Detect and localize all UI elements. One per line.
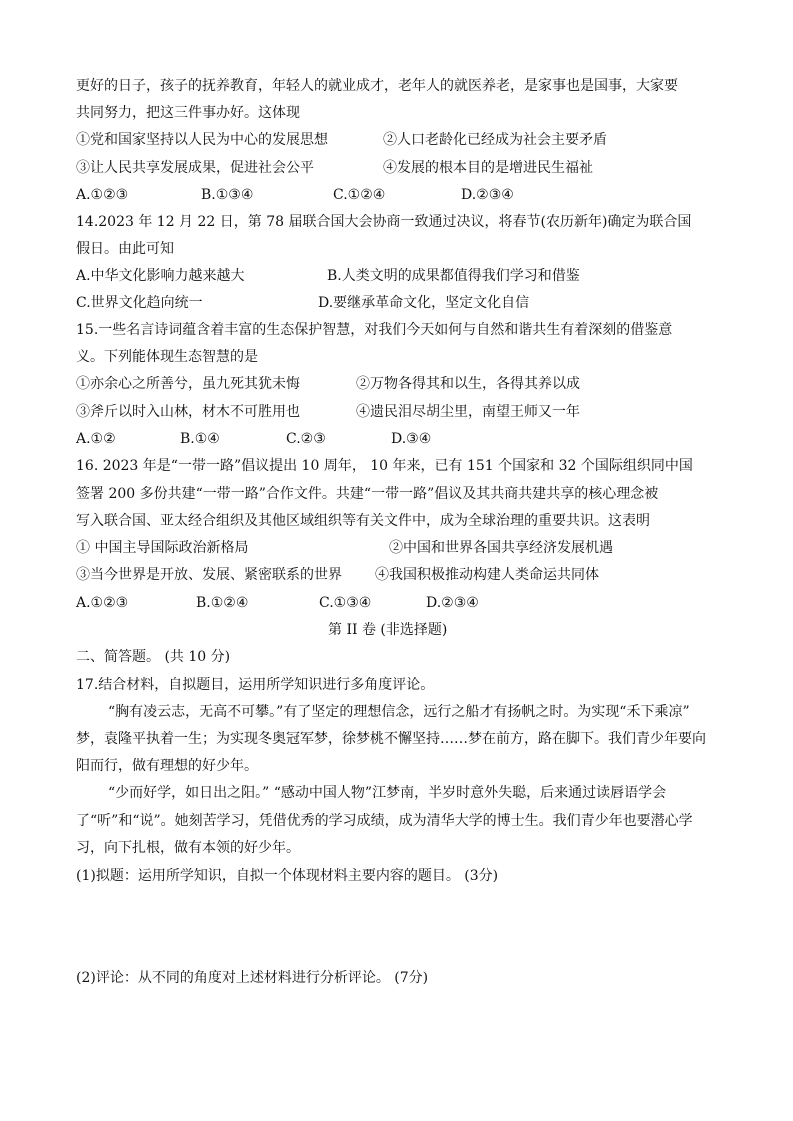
q15-statement-4: ④遗民泪尽胡尘里，南望王师又一年 — [356, 404, 580, 420]
q15-statement-1: ①亦余心之所善兮，虽九死其犹未悔 — [76, 376, 300, 392]
q16-option-b: B.①②④ — [196, 595, 249, 611]
q13-statement-1: ①党和国家坚持以人民为中心的发展思想 — [76, 132, 328, 148]
q17-material-1-line-3: 阳而行，做有理想的好少年。 — [76, 758, 258, 774]
q15-option-b: B.①④ — [180, 431, 220, 447]
q13-option-d: D.②③④ — [461, 187, 514, 203]
q15-statement-2: ②万物各得其和以生，各得其养以成 — [356, 376, 580, 392]
q13-stem-line-2: 共同努力，把这三件事办好。这体现 — [76, 105, 300, 121]
q16-statement-2: ②中国和世界各国共享经济发展机遇 — [389, 540, 613, 556]
q17-material-2-line-3: 习，向下扎根，做有本领的好少年。 — [76, 840, 300, 856]
q16-stem-line-2: 签署 200 多份共建“一带一路”合作文件。共建“一带一路”倡议及其共商共建共享的核心理念被 — [76, 486, 659, 502]
q14-stem-line-1: 14.2023 年 12 月 22 日，第 78 届联合国大会协商一致通过决议，将春节(农历新年)确定为联合国 — [76, 214, 692, 230]
q16-statement-4: ④我国积极推动构建人类命运共同体 — [375, 567, 599, 583]
q15-stem-line-1: 15.一些名言诗词蕴含着丰富的生态保护智慧，对我们今天如何与自然和谐共生有着深刻的借鉴意 — [76, 322, 673, 338]
q17-material-1-line-2: 梦，袁隆平执着一生；为实现冬奥冠军梦，徐梦桃不懈坚持……梦在前方，路在脚下。我们青少年要向 — [76, 731, 706, 747]
q13-stem-line-1: 更好的日子，孩子的抚养教育，年轻人的就业成才，老年人的就医养老，是家事也是国事，大家要 — [76, 78, 678, 94]
q16-option-c: C.①③④ — [319, 595, 372, 611]
q17-material-1-line-1: “胸有凌云志，无高不可攀。”有了坚定的理想信念，远行之船才有扬帆之时。为实现“禾下乘凉” — [108, 704, 690, 720]
q13-statement-4: ④发展的根本目的是增进民生福祉 — [383, 160, 593, 176]
q15-option-a: A.①② — [76, 431, 116, 447]
q13-option-a: A.①②③ — [76, 187, 129, 203]
volume-title: 第 II 卷 (非选择题) — [328, 622, 448, 638]
q15-statement-3: ③斧斤以时入山林，材木不可胜用也 — [76, 404, 300, 420]
q17-subquestion-2: (2)评论：从不同的角度对上述材料进行分析评论。 (7分) — [76, 970, 429, 986]
q17-intro: 17.结合材料，自拟题目，运用所学知识进行多角度评论。 — [76, 677, 435, 693]
q13-statement-2: ②人口老龄化已经成为社会主要矛盾 — [383, 132, 607, 148]
q14-stem-line-2: 假日。由此可知 — [76, 241, 174, 257]
q16-statement-1: ① 中国主导国际政治新格局 — [76, 540, 249, 556]
q14-option-a: A.中华文化影响力越来越大 — [76, 268, 245, 284]
q14-option-b: B.人类文明的成果都值得我们学习和借鉴 — [327, 268, 580, 284]
q15-option-c: C.②③ — [286, 431, 326, 447]
q13-statement-3: ③让人民共享发展成果，促进社会公平 — [76, 160, 314, 176]
section-heading: 二、简答题。 (共 10 分) — [76, 649, 231, 665]
q16-option-a: A.①②③ — [76, 595, 129, 611]
q13-option-c: C.①②④ — [333, 187, 386, 203]
q15-stem-line-2: 义。下列能体现生态智慧的是 — [76, 349, 258, 365]
q16-stem-line-3: 写入联合国、亚太经合组织及其他区域组织等有关文件中，成为全球治理的重要共识。这表明 — [76, 513, 650, 529]
q14-option-c: C.世界文化趋向统一 — [76, 295, 203, 311]
q13-option-b: B.①③④ — [201, 187, 254, 203]
q17-subquestion-1: (1)拟题：运用所学知识，自拟一个体现材料主要内容的题目。 (3分) — [76, 868, 499, 884]
q16-stem-line-1: 16. 2023 年是“一带一路”倡议提出 10 周年， 10 年来，已有 151 个国家和 32 个国际组织同中国 — [76, 458, 693, 474]
q16-statement-3: ③当今世界是开放、发展、紧密联系的世界 — [76, 567, 342, 583]
q17-material-2-line-1: “少而好学，如日出之阳。” “感动中国人物”江梦南，半岁时意外失聪，后来通过读唇语学会 — [108, 785, 667, 801]
q16-option-d: D.②③④ — [426, 595, 479, 611]
q15-option-d: D.③④ — [391, 431, 432, 447]
q14-option-d: D.要继承革命文化，坚定文化自信 — [318, 295, 530, 311]
q17-material-2-line-2: 了“听”和“说”。她刻苦学习，凭借优秀的学习成绩，成为清华大学的博士生。我们青少年也要潜心学 — [76, 813, 693, 829]
